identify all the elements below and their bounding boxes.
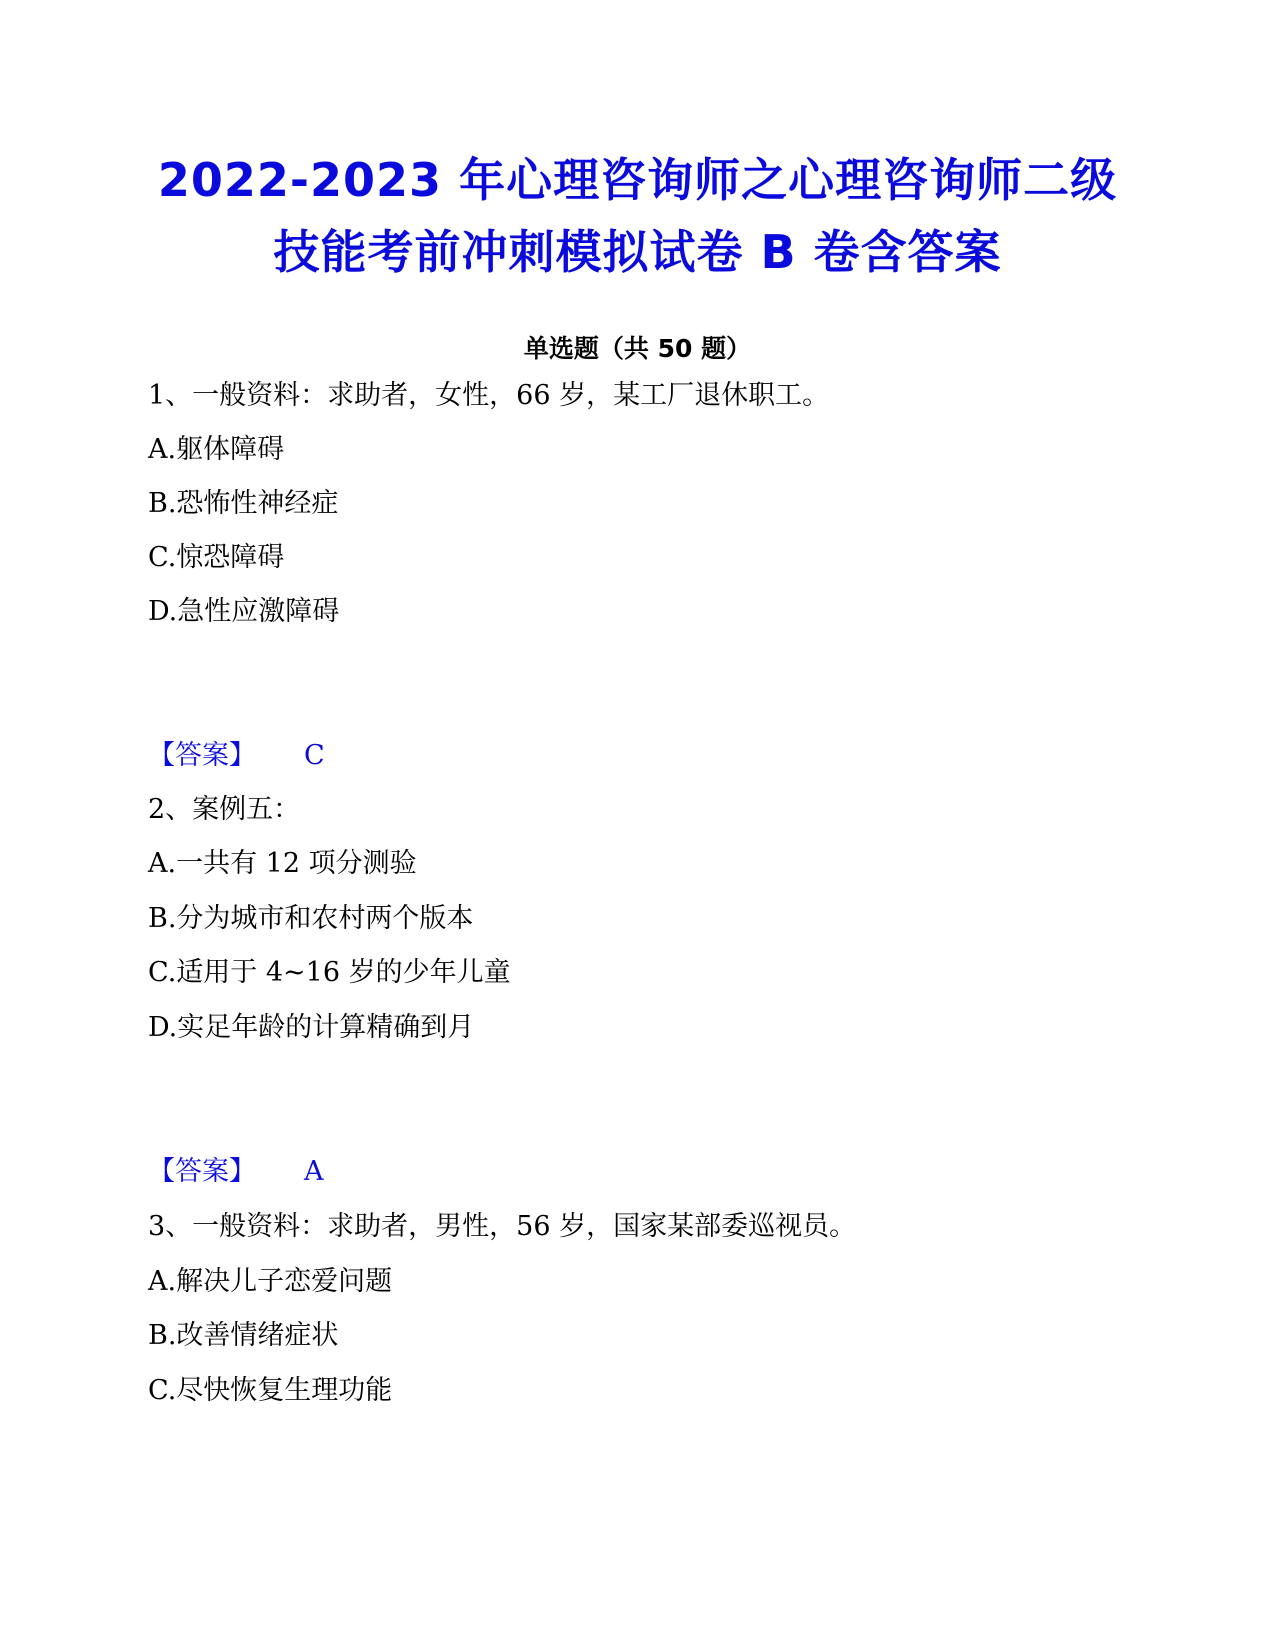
question-2-option-d: D.实足年龄的计算精确到月 [148,1012,475,1043]
answer-value: A [304,1156,324,1187]
answer-label: 【答案】 [148,1156,256,1187]
question-1-option-a: A.躯体障碍 [148,434,285,465]
question-3-option-c: C.尽快恢复生理功能 [148,1375,393,1406]
question-2-stem: 2、案例五： [148,794,301,825]
question-1-option-d: D.急性应激障碍 [148,596,340,627]
answer-value: C [304,740,325,771]
question-2-option-a: A.一共有 12 项分测验 [148,848,417,879]
document-title-line-2: 技能考前冲刺模拟试卷 B 卷含答案 [273,225,1002,279]
section-heading: 单选题（共 50 题） [523,334,752,363]
question-2-option-b: B.分为城市和农村两个版本 [148,903,474,934]
question-1-option-b: B.恐怖性神经症 [148,488,339,519]
answer-label: 【答案】 [148,740,256,771]
question-2-option-c: C.适用于 4~16 岁的少年儿童 [148,957,511,988]
question-3-stem: 3、一般资料：求助者，男性，56 岁，国家某部委巡视员。 [148,1211,857,1242]
question-2-answer [148,1154,324,1190]
question-1-option-c: C.惊恐障碍 [148,542,285,573]
question-3-option-a: A.解决儿子恋爱问题 [148,1266,393,1297]
question-1-stem: 1、一般资料：求助者，女性，66 岁，某工厂退休职工。 [148,380,830,411]
question-3-option-b: B.改善情绪症状 [148,1320,339,1351]
question-1-answer [148,738,325,774]
document-title-line-1: 2022-2023 年心理咨询师之心理咨询师二级 [157,153,1118,207]
